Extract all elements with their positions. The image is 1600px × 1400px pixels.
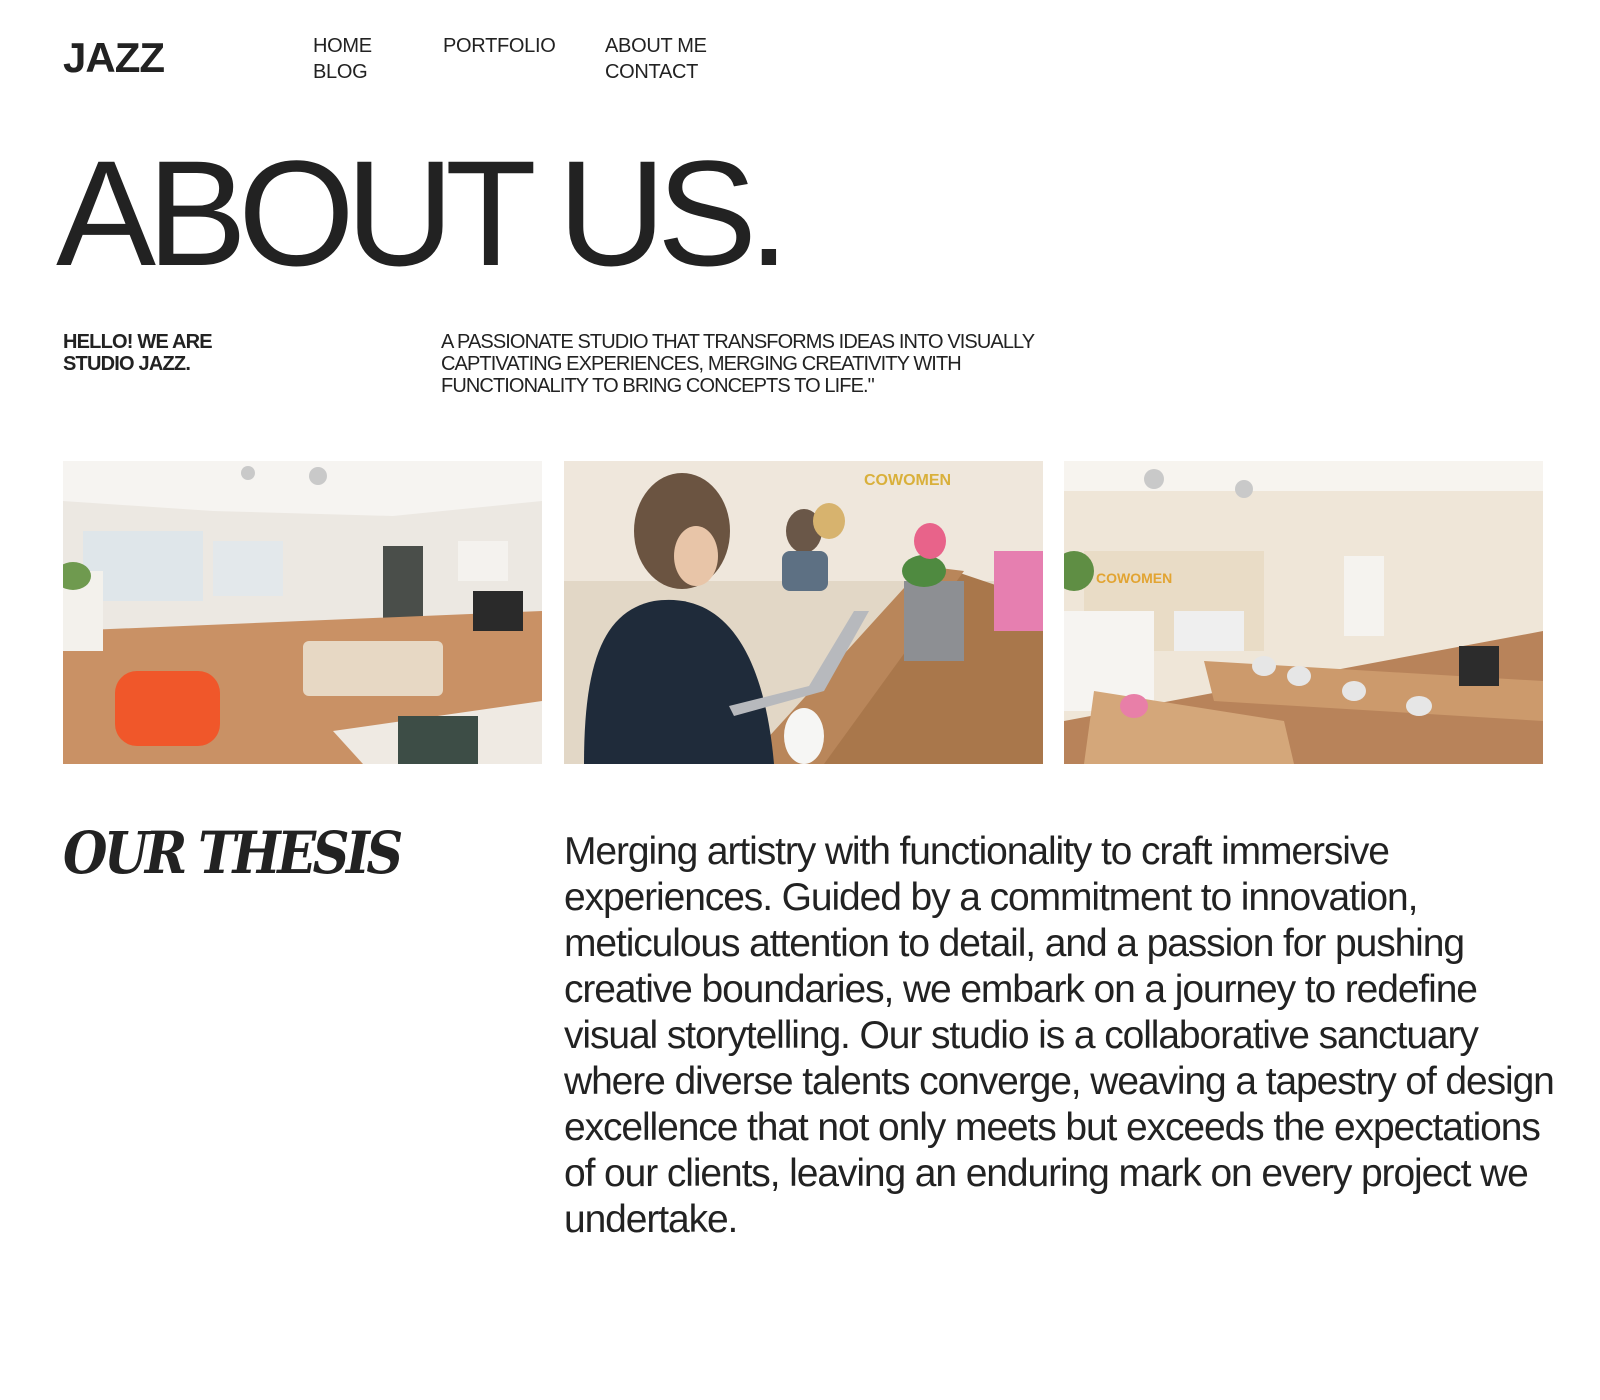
nav-portfolio-link[interactable]: PORTFOLIO bbox=[443, 35, 556, 57]
cowomen-balloon-banner: COWOMEN bbox=[864, 472, 952, 489]
workspace-photo-illustration bbox=[1064, 461, 1543, 764]
intro-hello: HELLO! WE ARE STUDIO JAZZ. bbox=[63, 331, 212, 375]
lounge-photo-illustration bbox=[63, 461, 542, 764]
cowomen-wall-text: COWOMEN bbox=[1096, 570, 1173, 586]
gallery-photo-lounge bbox=[63, 461, 542, 764]
nav-about-link[interactable]: ABOUT ME bbox=[605, 35, 707, 57]
gallery-photo-workspace bbox=[1064, 461, 1543, 764]
nav-blog-link[interactable]: BLOG bbox=[313, 61, 368, 83]
site-logo[interactable]: JAZZ bbox=[63, 34, 164, 81]
intro-description: A PASSIONATE STUDIO THAT TRANSFORMS IDEAS INTO VISUALLY CAPTIVATING EXPERIENCES, MERGING CREATIVITY WITH FUNCTIONALITY TO BRING CONCEPTS TO LIFE." bbox=[441, 331, 1034, 397]
nav-contact-link[interactable]: CONTACT bbox=[605, 61, 699, 83]
gallery-photo-coworking-table bbox=[564, 461, 1043, 764]
page-title: ABOUT US. bbox=[56, 129, 781, 297]
thesis-body: Merging artistry with functionality to craft immersive experiences. Guided by a commitment to innovation, meticulous attention to detail, and a passion for pushing creative boundaries, we embark on a journey to redefine visual storytelling. Our studio is a collaborative sanctuary where diverse talents converge, weaving a tapestry of design excellence that not only meets but exceeds the expectations of our clients, leaving an enduring mark on every project we undertake. bbox=[564, 830, 1554, 1241]
nav-home-link[interactable]: HOME bbox=[313, 35, 372, 57]
thesis-title: OUR THESIS bbox=[63, 819, 400, 887]
coworking-photo-illustration bbox=[564, 461, 1043, 764]
